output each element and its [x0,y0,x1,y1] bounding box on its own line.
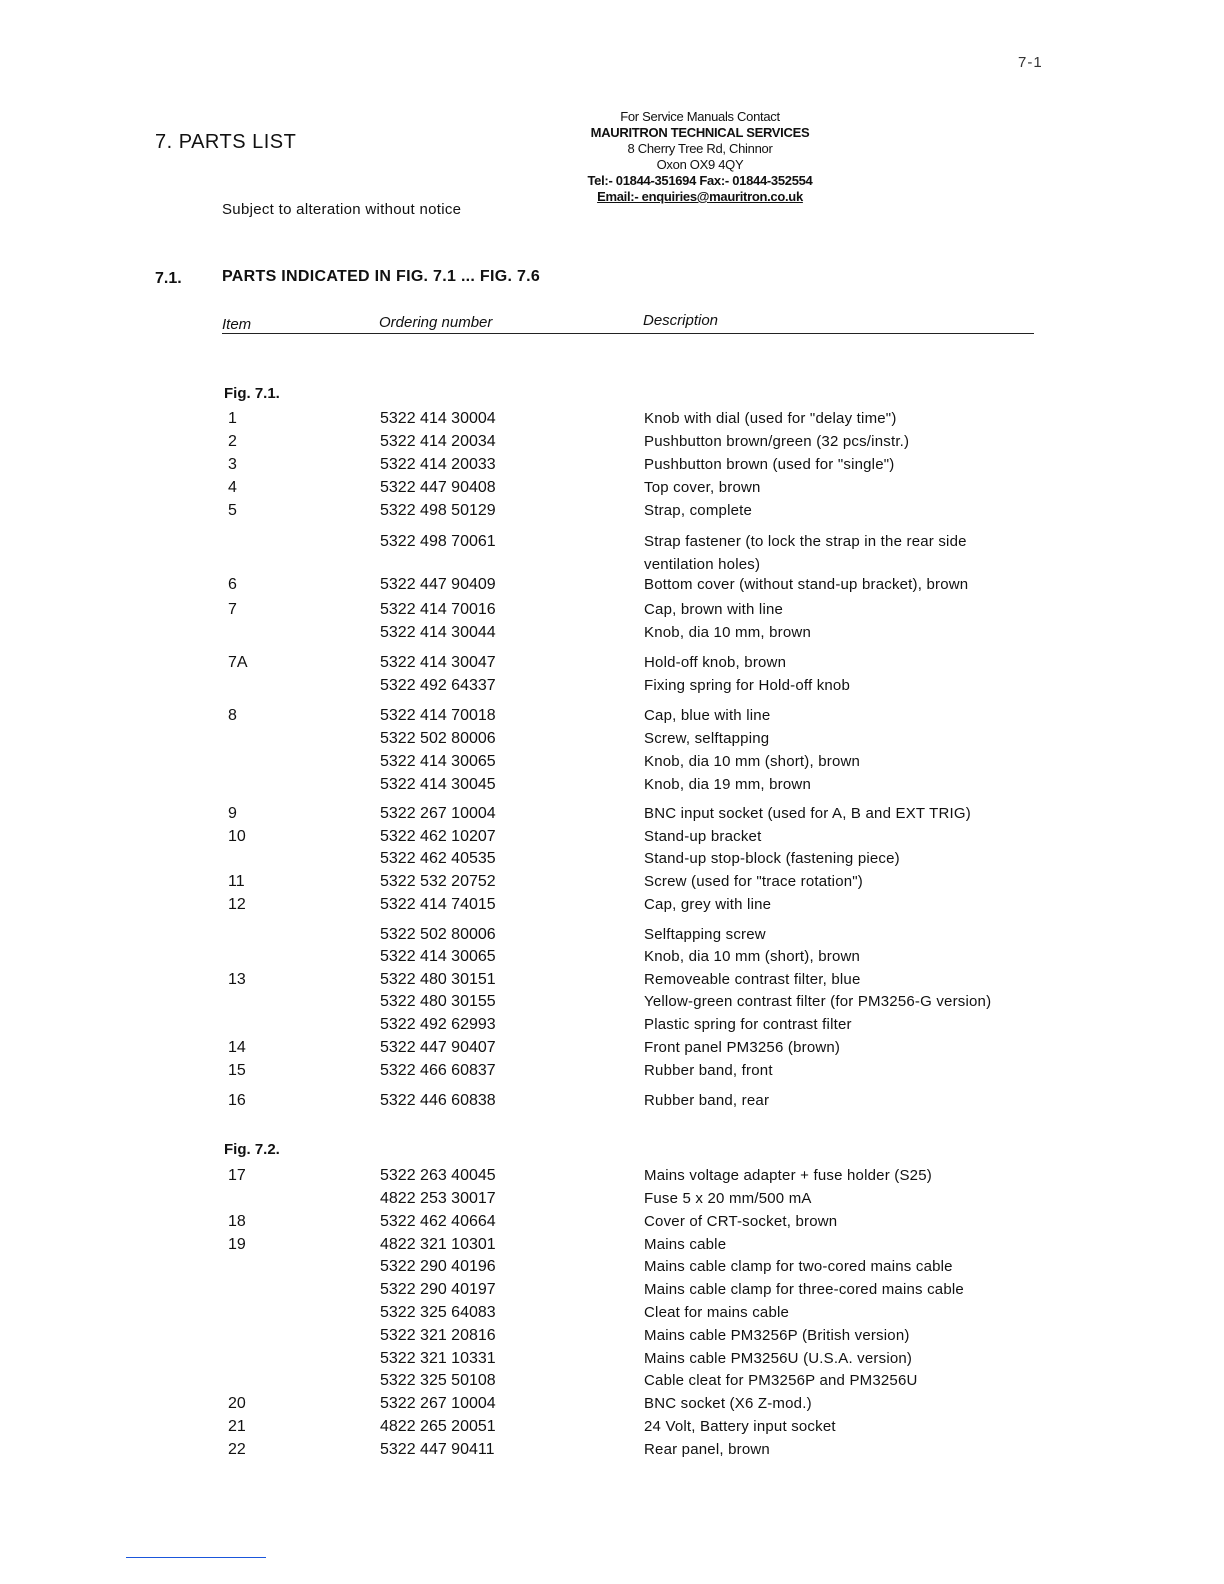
item-number: 14 [228,1039,246,1056]
ordering-number: 5322 290 40197 [380,1281,496,1298]
ordering-number: 5322 447 90407 [380,1039,496,1056]
ordering-number: 5322 414 70016 [380,601,496,618]
ordering-number: 4822 265 20051 [380,1418,496,1435]
ordering-number: 5322 502 80006 [380,926,496,943]
contact-company: MAURITRON TECHNICAL SERVICES [590,125,810,140]
item-number: 15 [228,1062,246,1079]
item-number: 1 [228,410,237,427]
ordering-number: 5322 498 70061 [380,533,496,550]
ordering-number: 5322 492 62993 [380,1016,496,1033]
description: Cover of CRT-socket, brown [644,1213,838,1230]
description: Mains cable PM3256U (U.S.A. version) [644,1350,913,1367]
description: Mains voltage adapter + fuse holder (S25) [644,1167,932,1184]
ordering-number: 5322 414 20033 [380,456,496,473]
ordering-number: 5322 532 20752 [380,873,496,890]
fig-label-7-1: Fig. 7.1. [224,385,280,402]
description: Knob, dia 19 mm, brown [644,776,811,793]
ordering-number: 5322 414 20034 [380,433,496,450]
description: Cap, grey with line [644,896,772,913]
footer-link-rule [126,1557,266,1558]
description: Pushbutton brown/green (32 pcs/instr.) [644,433,910,450]
description: ventilation holes) [644,556,761,573]
item-number: 13 [228,971,246,988]
item-number: 12 [228,896,246,913]
ordering-number: 5322 492 64337 [380,677,496,694]
description: Rubber band, front [644,1062,773,1079]
ordering-number: 5322 447 90408 [380,479,496,496]
description: Yellow-green contrast filter (for PM3256-G version) [644,993,992,1010]
item-number: 3 [228,456,237,473]
description: Pushbutton brown (used for "single") [644,456,895,473]
ordering-number: 5322 321 20816 [380,1327,496,1344]
subsection-title: PARTS INDICATED IN FIG. 7.1 ... FIG. 7.6 [222,268,541,285]
description: Screw, selftapping [644,730,770,747]
description: Strap fastener (to lock the strap in the rear side [644,533,967,550]
item-number: 22 [228,1441,246,1458]
ordering-number: 5322 502 80006 [380,730,496,747]
description: BNC input socket (used for A, B and EXT TRIG) [644,805,971,822]
subsection-number: 7.1. [155,270,182,287]
ordering-number: 5322 414 70018 [380,707,496,724]
description: Knob, dia 10 mm, brown [644,624,811,641]
description: Knob, dia 10 mm (short), brown [644,753,861,770]
item-number: 21 [228,1418,246,1435]
section-title: 7. PARTS LIST [155,131,297,153]
description: Removeable contrast filter, blue [644,971,861,988]
ordering-number: 5322 325 50108 [380,1372,496,1389]
description: Mains cable clamp for two-cored mains cable [644,1258,953,1275]
description: Cable cleat for PM3256P and PM3256U [644,1372,918,1389]
contact-line-1: For Service Manuals Contact [620,109,780,124]
description: Mains cable PM3256P (British version) [644,1327,910,1344]
fig-label-7-2: Fig. 7.2. [224,1141,280,1158]
contact-postcode: Oxon OX9 4QY [656,157,744,172]
description: Screw (used for "trace rotation") [644,873,863,890]
ordering-number: 5322 414 74015 [380,896,496,913]
description: Cleat for mains cable [644,1304,790,1321]
column-header-item: Item [222,316,252,333]
description: Rubber band, rear [644,1092,770,1109]
item-number: 7 [228,601,237,618]
description: Bottom cover (without stand-up bracket), brown [644,576,969,593]
item-number: 18 [228,1213,246,1230]
ordering-number: 5322 414 30065 [380,753,496,770]
column-header-ordering: Ordering number [379,314,493,331]
description: Cap, brown with line [644,601,784,618]
description: Fixing spring for Hold-off knob [644,677,851,694]
ordering-number: 5322 290 40196 [380,1258,496,1275]
ordering-number: 5322 414 30047 [380,654,496,671]
contact-email: Email:- enquiries@mauritron.co.uk [597,189,803,204]
description: Cap, blue with line [644,707,771,724]
ordering-number: 5322 414 30004 [380,410,496,427]
ordering-number: 5322 462 10207 [380,828,496,845]
ordering-number: 5322 414 30044 [380,624,496,641]
item-number: 16 [228,1092,246,1109]
ordering-number: 5322 480 30155 [380,993,496,1010]
item-number: 5 [228,502,237,519]
ordering-number: 5322 462 40535 [380,850,496,867]
ordering-number: 5322 462 40664 [380,1213,496,1230]
ordering-number: 5322 447 90411 [380,1441,495,1458]
description: Front panel PM3256 (brown) [644,1039,841,1056]
description: Stand-up bracket [644,828,762,845]
ordering-number: 5322 446 60838 [380,1092,496,1109]
item-number: 10 [228,828,246,845]
ordering-number: 5322 498 50129 [380,502,496,519]
ordering-number: 5322 414 30045 [380,776,496,793]
item-number: 20 [228,1395,246,1412]
ordering-number: 5322 267 10004 [380,805,496,822]
description: Selftapping screw [644,926,766,943]
contact-address: 8 Cherry Tree Rd, Chinnor [627,141,773,156]
description: Mains cable clamp for three-cored mains cable [644,1281,964,1298]
ordering-number: 5322 414 30065 [380,948,496,965]
column-header-description: Description [643,312,719,329]
ordering-number: 4822 321 10301 [380,1236,496,1253]
description: Plastic spring for contrast filter [644,1016,852,1033]
ordering-number: 5322 466 60837 [380,1062,496,1079]
item-number: 6 [228,576,237,593]
item-number: 4 [228,479,237,496]
ordering-number: 5322 325 64083 [380,1304,496,1321]
description: Hold-off knob, brown [644,654,787,671]
item-number: 7A [228,654,248,671]
contact-block [560,109,840,205]
subtitle: Subject to alteration without notice [222,201,462,218]
item-number: 19 [228,1236,246,1253]
item-number: 17 [228,1167,246,1184]
ordering-number: 5322 263 40045 [380,1167,496,1184]
item-number: 8 [228,707,237,724]
description: Mains cable [644,1236,727,1253]
contact-phone: Tel:- 01844-351694 Fax:- 01844-352554 [587,173,813,188]
ordering-number: 5322 321 10331 [380,1350,496,1367]
ordering-number: 4822 253 30017 [380,1190,496,1207]
ordering-number: 5322 480 30151 [380,971,496,988]
description: Top cover, brown [644,479,761,496]
description: Knob, dia 10 mm (short), brown [644,948,861,965]
description: BNC socket (X6 Z-mod.) [644,1395,812,1412]
item-number: 11 [228,873,245,890]
description: Knob with dial (used for "delay time") [644,410,897,427]
description: Stand-up stop-block (fastening piece) [644,850,900,867]
description: Rear panel, brown [644,1441,770,1458]
item-number: 9 [228,805,237,822]
description: Fuse 5 x 20 mm/500 mA [644,1190,812,1207]
ordering-number: 5322 267 10004 [380,1395,496,1412]
description: 24 Volt, Battery input socket [644,1418,836,1435]
page-number: 7-1 [1018,54,1043,71]
description: Strap, complete [644,502,753,519]
item-number: 2 [228,433,237,450]
header-rule [222,333,1034,334]
ordering-number: 5322 447 90409 [380,576,496,593]
